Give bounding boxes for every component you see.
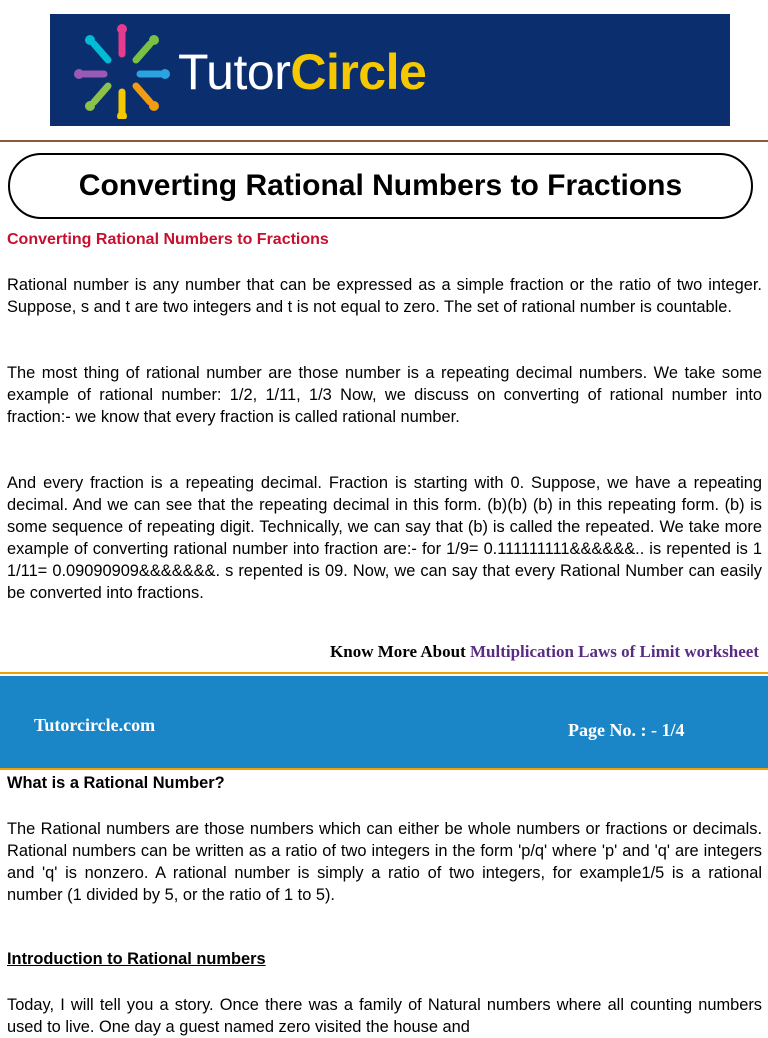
people-circle-icon [72,24,172,119]
paragraph-2: The most thing of rational number are those number is a repeating decimal numbers. We take some example of rational number: 1/2, 1/11, 1/3 Now, we discuss on converting of rational number into fraction:- we know that every fraction is called rational number. [7,364,762,426]
paragraph-3: And every fraction is a repeating decimal. Fraction is starting with 0. Suppose, we have a repeating decimal. And we can see that the repeating decimal in this form. (b)(b) (b) in this repeating form. (b) is some sequence of repeating digit. Technically, we can say that (b) is called the repeated. We take more example of converting rational number into fraction are:- for 1/9= 0.111111111&&&&&&.. is repented is 1 1/11= 0.09090909&&&&&&&. s repented is 09. Now, we can say that every Rational Number can easily be converted into fractions. [7,474,762,602]
footer-divider-bottom [0,768,768,770]
logo-wordmark [178,44,426,100]
logo-text-circle: Circle [290,44,427,100]
know-more [330,642,759,662]
section-heading-intro: Introduction to Rational numbers [7,950,266,968]
know-more-link[interactable]: Multiplication Laws of Limit worksheet [470,642,759,661]
page-number: Page No. : - 1/4 [568,720,685,740]
title-box [8,153,753,219]
footer-divider-top [0,672,768,674]
page-title: Converting Rational Numbers to Fractions [78,169,683,202]
footer-site-link[interactable]: Tutorcircle.com [34,715,156,735]
section-heading-rational: What is a Rational Number? [7,774,225,792]
logo-banner [50,14,730,126]
paragraph-1: Rational number is any number that can be expressed as a simple fraction or the ratio of two integer. Suppose, s and t are two integers and t is not equal to zero. The set of rational number is countable. [7,276,762,316]
know-more-prefix: Know More About [330,642,470,661]
header-divider [0,140,768,142]
paragraph-rational: The Rational numbers are those numbers which can either be whole numbers or fractions or decimals. Rational numbers can be written as a ratio of two integers in the form 'p/q' where 'p' and 'q' are integers and 'q' is nonzero. A rational number is simply a ratio of two integers, for example1/5 is a rational number (1 divided by 5, or the ratio of 1 to 5). [7,820,762,904]
section-heading: Converting Rational Numbers to Fractions [7,231,329,248]
logo-text-tutor: Tutor [178,44,291,100]
paragraph-intro: Today, I will tell you a story. Once there was a family of Natural numbers where all counting numbers used to live. One day a guest named zero visited the house and [7,996,762,1036]
